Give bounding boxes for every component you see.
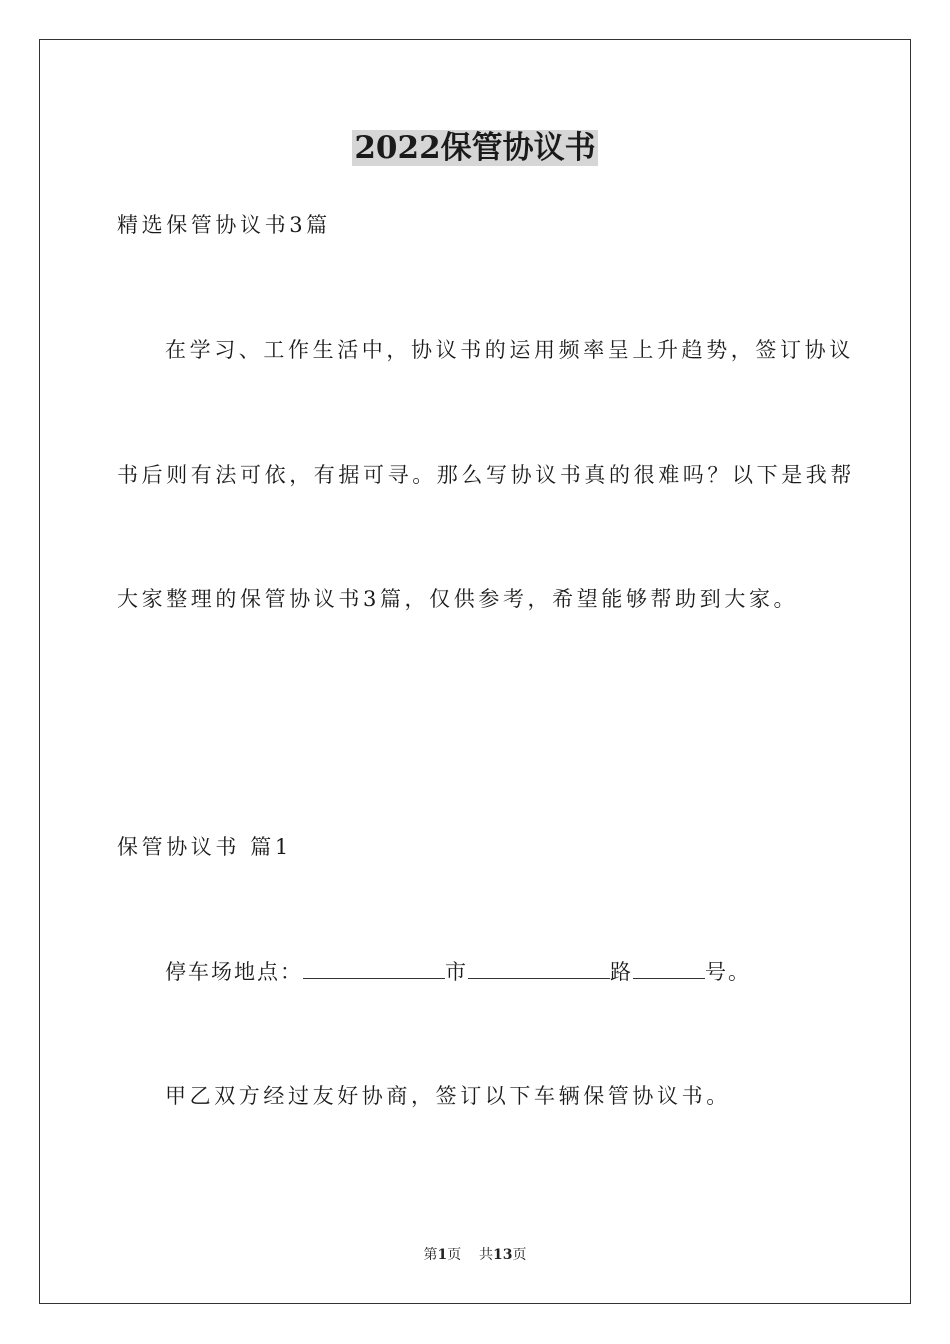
- intro-line-3: 大家整理的保管协议书3篇，仅供参考，希望能够帮助到大家。: [117, 587, 799, 611]
- parking-location-line: [165, 958, 751, 986]
- number-suffix: 号。: [705, 960, 751, 984]
- parking-location-label: 停车场地点：: [165, 960, 303, 984]
- number-blank: [633, 958, 705, 979]
- footer-page-number: 1: [437, 1247, 448, 1263]
- document-title: [0, 128, 950, 168]
- city-blank: [303, 958, 445, 979]
- intro-line-1: 在学习、工作生活中，协议书的运用频率呈上升趋势，签订协议: [165, 338, 854, 362]
- footer-total-pages: 13: [493, 1247, 513, 1263]
- road-blank: [468, 958, 610, 979]
- intro-line-2: 书后则有法可依，有据可寻。那么写协议书真的很难吗？以下是我帮: [117, 463, 855, 487]
- agreement-line: 甲乙双方经过友好协商，签订以下车辆保管协议书。: [165, 1084, 731, 1108]
- footer-total-prefix: 共: [479, 1247, 494, 1263]
- footer-page-unit: 页: [447, 1247, 462, 1263]
- road-suffix: 路: [610, 960, 633, 984]
- document-subtitle: 精选保管协议书3篇: [117, 213, 331, 237]
- document-title-text: 2022保管协议书: [354, 130, 596, 166]
- footer-total-unit: 页: [512, 1247, 527, 1263]
- city-suffix: 市: [445, 960, 468, 984]
- section-heading: 保管协议书 篇1: [117, 835, 292, 859]
- page-footer: [0, 1246, 950, 1264]
- footer-page-prefix: 第: [423, 1247, 438, 1263]
